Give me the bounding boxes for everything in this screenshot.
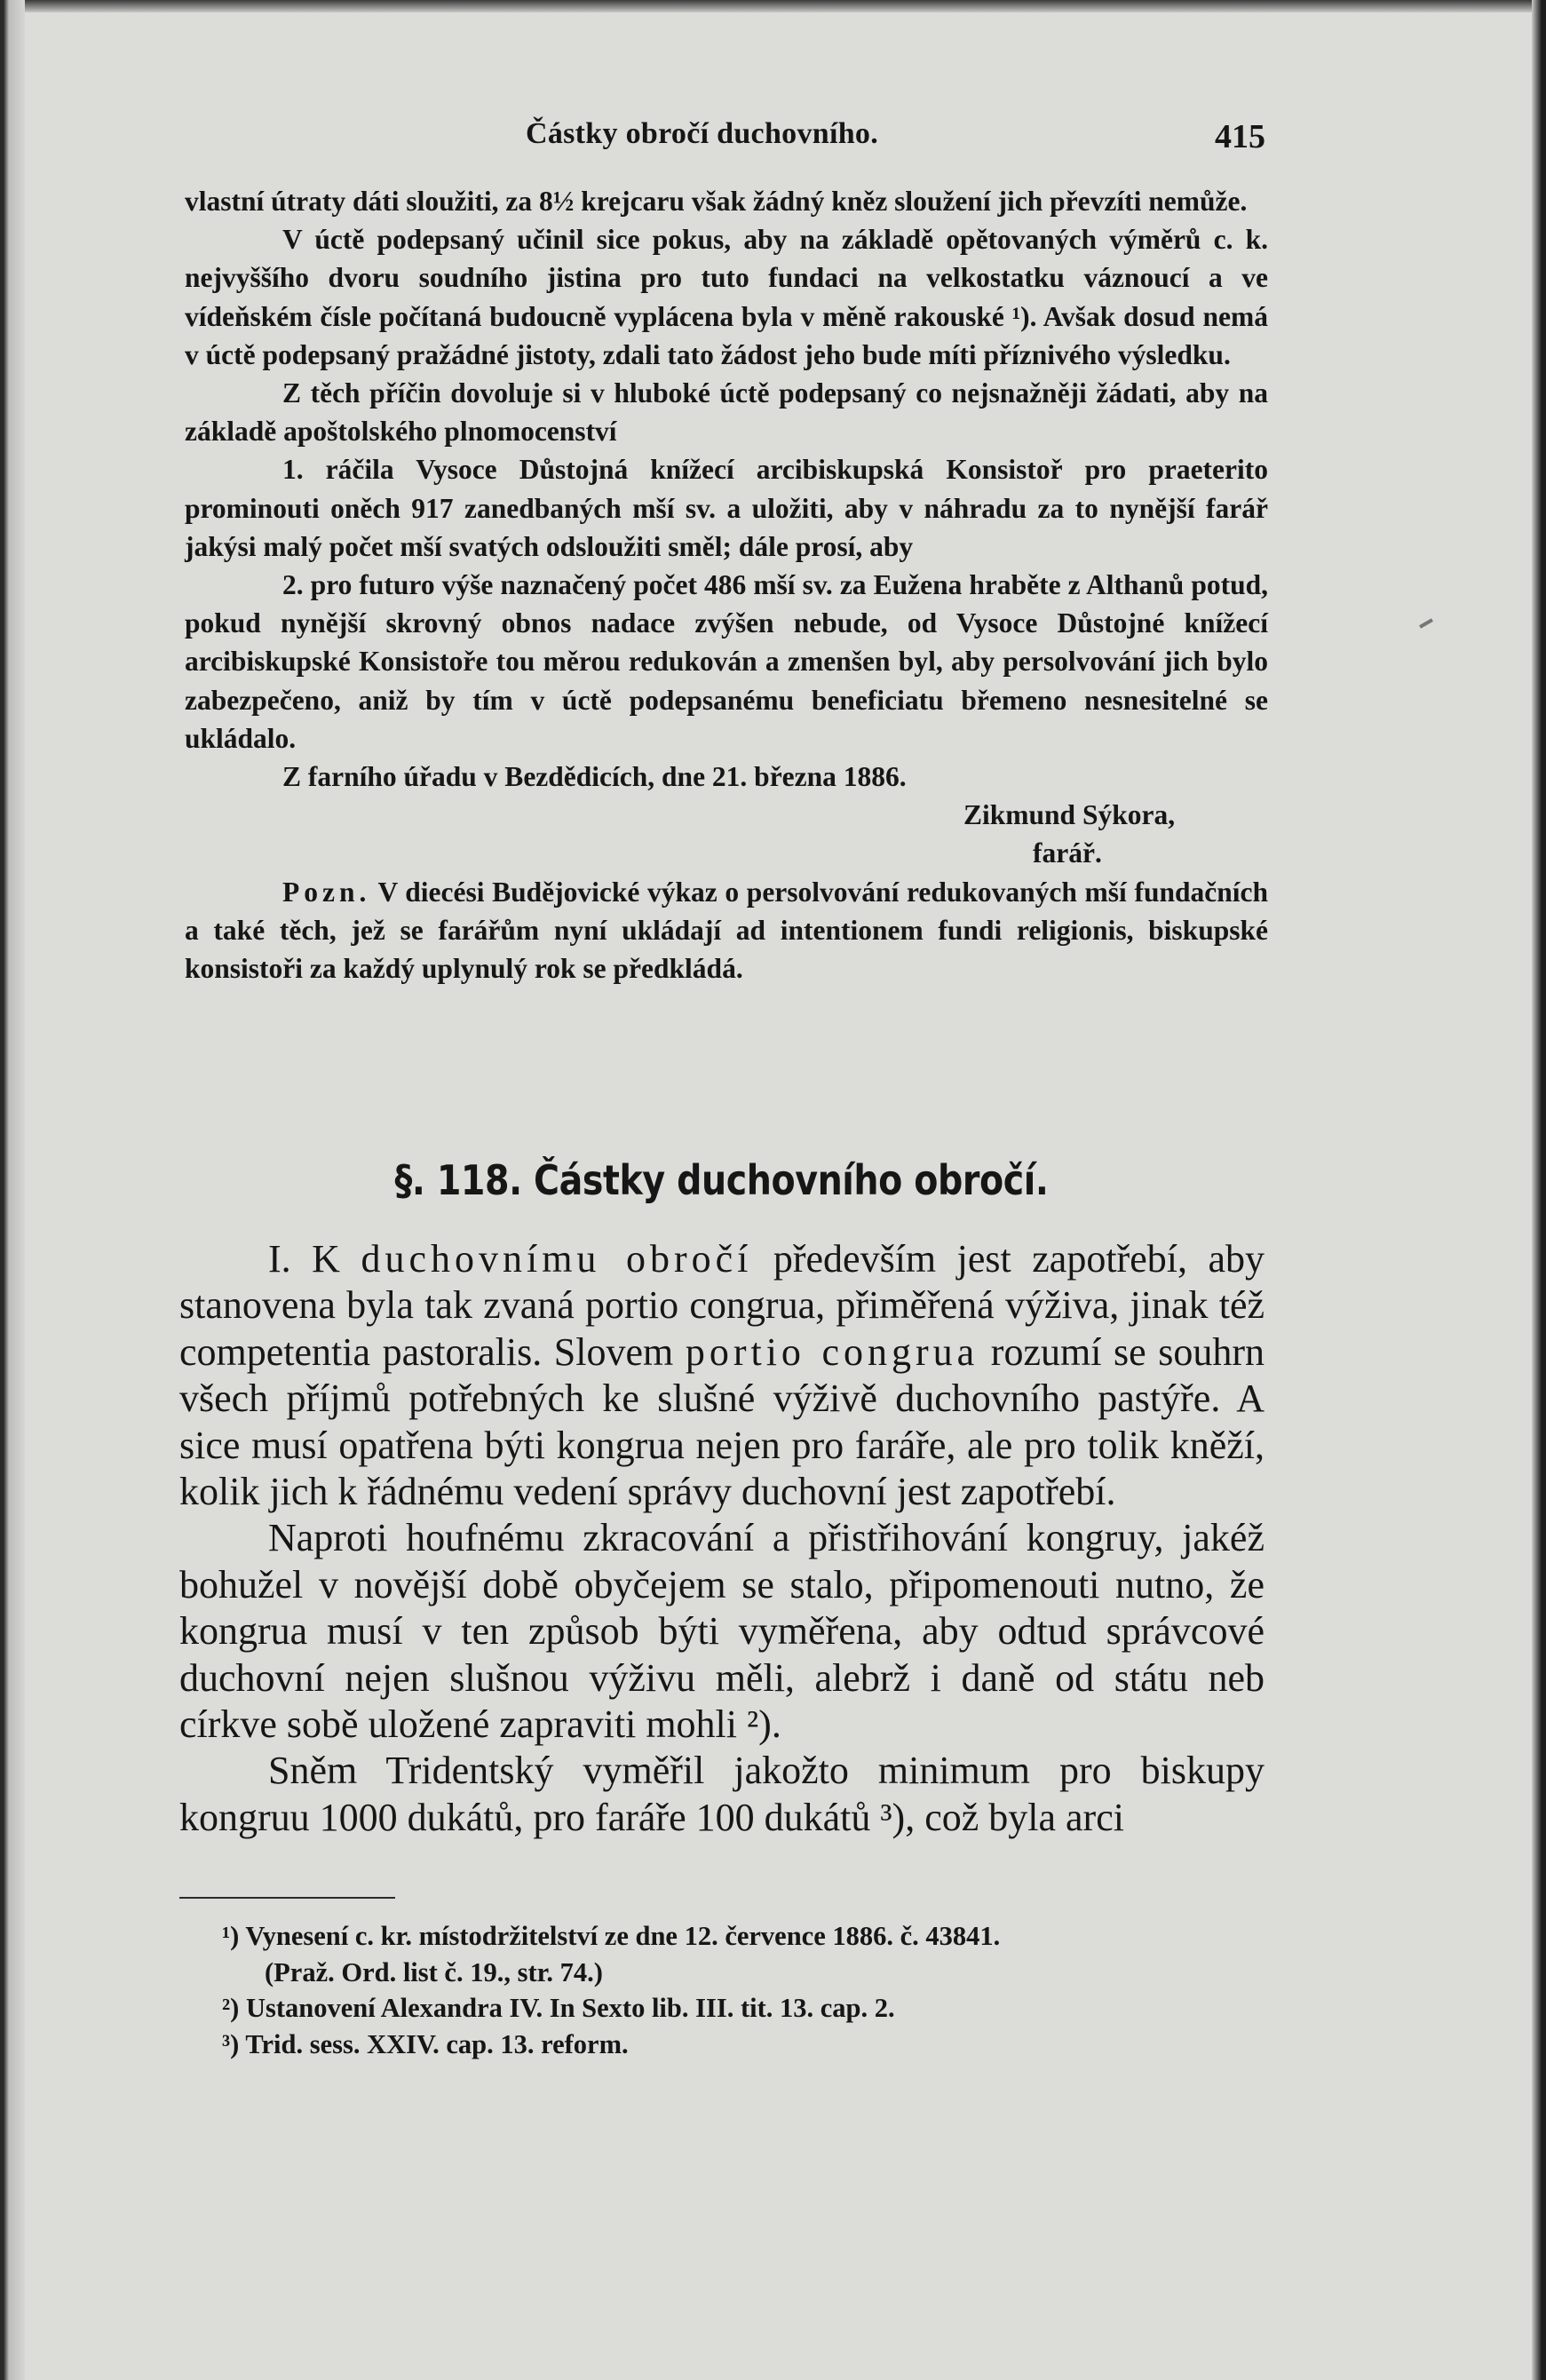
petition-item-2: 2. pro futuro výše naznačený počet 486 mší sv. za Eužena hraběte z Althanů potud, pokud nynější skrovný obnos nadace zvýšen nebude, od Vysoce Důstojné knížecí arcibiskupské Konsistoře tou měrou redukován a zmenšen byl, aby persolvování jich bylo zabezpečeno, aniž by tím v úctě podepsanému beneficiatu břemeno nesnesitelné se ukládalo. (185, 569, 1268, 754)
note-label: Pozn. (282, 876, 371, 908)
letter-text (185, 182, 1268, 988)
signature-name: Zikmund Sýkora, (963, 799, 1176, 831)
ink-mark (1419, 618, 1433, 628)
letter-paragraph: Z těch příčin dovoluje si v hluboké úctě podepsaný co nejsnažněji žádati, aby na základě apoštolského plnomocenství (185, 377, 1268, 448)
page-number: 415 (1215, 118, 1265, 155)
footnote-3 (222, 2027, 1270, 2063)
footnote-divider (179, 1897, 395, 1899)
paragraph-3: Sněm Tridentský vyměřil jakožto minimum pro biskupy kongruu 1000 dukátů, pro faráře 100 dukátů ³), což byla arci (179, 1749, 1265, 1839)
petition-item-1: 1. ráčila Vysoce Důstojná knížecí arcibiskupská Konsistoř pro praeterito prominouti oněch 917 zanedbaných mší sv. a uložiti, aby v náhradu za to nynější farář jakýsi malý počet mší svatých odsloužiti směl; dále prosí, aby (185, 454, 1268, 562)
text-run: rozumí se souhrn všech příjmů potřebných ke slušné výživě duchovního pastýře. A sice musí opatřena býti kongrua nejen pro faráře, ale pro tolik kněží, kolik jich k řádnému vedení správy duchovní jest zapotřebí. (179, 1329, 1265, 1514)
letter-paragraph: V úctě podepsaný učinil sice pokus, aby na základě opětovaných výměrů c. k. nejvyššího dvoru soudního jistina pro tuto fundaci na velkostatku váznoucí a ve vídeňském čísle počítaná budoucně vyplácena byla v měně rakouské ¹). Avšak dosud nemá v úctě podepsaný pražádné jistoty, zdali tato žádost jeho bude míti příznivého výsledku. (185, 224, 1268, 370)
spaced-term: duchovnímu obročí (361, 1237, 753, 1281)
signature-title: farář. (1033, 837, 1102, 869)
letter-line: vlastní útraty dáti sloužiti, za 8½ krejcaru však žádný kněz sloužení jich převzíti nemůže. (185, 186, 1248, 217)
letter-date-line: Z farního úřadu v Bezdědicích, dne 21. března 1886. (282, 761, 907, 793)
text-run: především jest zapotřebí, aby stanovena byla tak zvaná portio congrua, přiměřená výživa, jinak též competentia pastoralis. Slovem (179, 1237, 1265, 1374)
page-binding-edge (0, 0, 25, 2380)
footnotes (222, 1918, 1270, 2062)
footnote-text: Trid. sess. XXIV. cap. 13. reform. (245, 2028, 629, 2059)
footnote-1 (222, 1918, 1270, 1955)
spaced-term: portio congrua (685, 1329, 979, 1374)
footnote-1-continuation: (Praž. Ord. list č. 19., str. 74.) (265, 1956, 603, 1987)
running-head: Částky obročí duchovního. (526, 117, 879, 150)
page-header (178, 117, 1265, 162)
footnote-marker: ³) (222, 2028, 240, 2059)
section-heading: §. 118. Částky duchovního obročí. (394, 1156, 1049, 1204)
footnote-2 (222, 1990, 1270, 2027)
main-text (179, 1236, 1265, 1841)
footnote-text: Ustanovení Alexandra IV. In Sexto lib. III. tit. 13. cap. 2. (245, 1993, 895, 2023)
footnote-marker: ²) (222, 1993, 240, 2023)
note-text: V diecési Budějovické výkaz o persolvování redukovaných mší fundačních a také těch, jež se farářům nyní ukládají ad intentionem fundi religionis, biskupské konsistoři za každý uplynulý rok se předkládá. (185, 876, 1268, 985)
text-run: I. K (268, 1237, 361, 1281)
page-top-edge (0, 0, 1546, 12)
page-right-edge (1532, 0, 1546, 2380)
paragraph-2: Naproti houfnému zkracování a přistřihování kongruy, jakéž bohužel v novější době obyčejem se stalo, připomenouti nutno, že kongrua musí v ten způsob býti vyměřena, aby odtud správcové duchovní nejen slušnou výživu měli, alebrž i daně od státu neb církve sobě uložené zapraviti mohli ²). (179, 1516, 1265, 1747)
editor-note (185, 873, 1268, 988)
footnote-text: Vynesení c. kr. místodržitelství ze dne 12. července 1886. č. 43841. (245, 1921, 1001, 1951)
paragraph-1 (179, 1236, 1265, 1515)
footnote-marker: ¹) (222, 1921, 240, 1951)
